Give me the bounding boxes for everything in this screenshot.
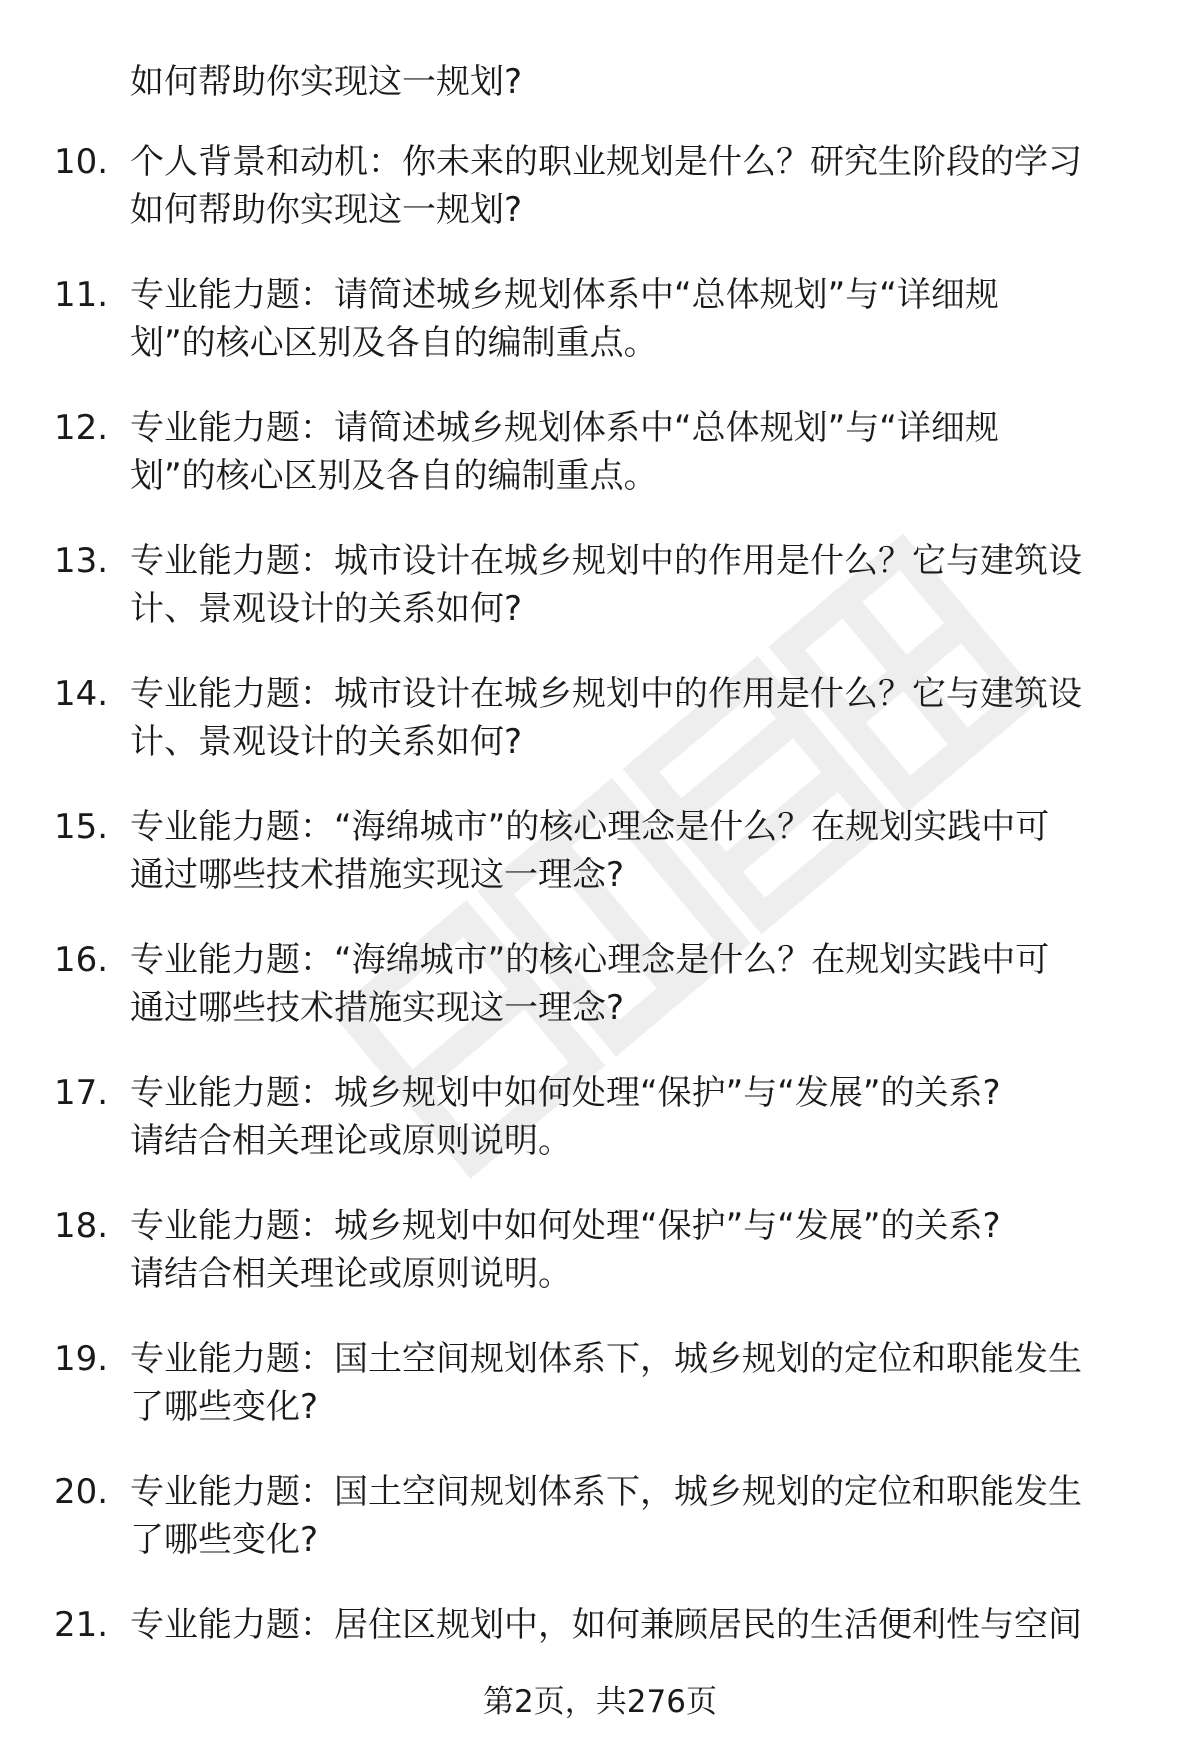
question-line: 专业能力题：城乡规划中如何处理“保护”与“发展”的关系? bbox=[130, 1206, 1001, 1246]
question-text bbox=[130, 404, 1140, 500]
question-number: 16. bbox=[54, 940, 109, 980]
question-text bbox=[130, 1601, 1140, 1649]
question-list bbox=[0, 138, 1200, 1734]
question-number: 18. bbox=[54, 1206, 109, 1246]
question-text bbox=[130, 271, 1140, 367]
question-text bbox=[130, 1468, 1140, 1564]
question-line: 专业能力题：城市设计在城乡规划中的作用是什么？它与建筑设 bbox=[130, 674, 1082, 714]
question-line: 专业能力题：请简述城乡规划体系中“总体规划”与“详细规 bbox=[130, 408, 999, 448]
question-text bbox=[130, 803, 1140, 899]
question-line: 专业能力题：“海绵城市”的核心理念是什么？在规划实践中可 bbox=[130, 807, 1050, 847]
question-item bbox=[0, 404, 1200, 537]
question-line: 请结合相关理论或原则说明。 bbox=[130, 1254, 572, 1294]
question-item bbox=[0, 271, 1200, 404]
question-line: 专业能力题：城市设计在城乡规划中的作用是什么？它与建筑设 bbox=[130, 541, 1082, 581]
question-item bbox=[0, 1468, 1200, 1601]
question-item bbox=[0, 138, 1200, 271]
question-number: 12. bbox=[54, 408, 109, 448]
question-text bbox=[130, 936, 1140, 1032]
question-line: 划”的核心区别及各自的编制重点。 bbox=[130, 456, 658, 496]
question-number: 15. bbox=[54, 807, 109, 847]
question-line: 计、景观设计的关系如何? bbox=[130, 589, 523, 629]
question-line: 专业能力题：居住区规划中，如何兼顾居民的生活便利性与空间 bbox=[130, 1605, 1082, 1645]
question-line: 划”的核心区别及各自的编制重点。 bbox=[130, 323, 658, 363]
question-line: 个人背景和动机：你未来的职业规划是什么？研究生阶段的学习 bbox=[130, 142, 1082, 182]
question-text bbox=[130, 138, 1140, 234]
question-item bbox=[0, 1335, 1200, 1468]
question-text bbox=[130, 537, 1140, 633]
question-number: 17. bbox=[54, 1073, 109, 1113]
question-text bbox=[130, 670, 1140, 766]
question-line: 了哪些变化? bbox=[130, 1520, 319, 1560]
question-line: 专业能力题：城乡规划中如何处理“保护”与“发展”的关系? bbox=[130, 1073, 1001, 1113]
question-item bbox=[0, 1202, 1200, 1335]
question-text bbox=[130, 1335, 1140, 1431]
question-text bbox=[130, 1202, 1140, 1298]
question-line: 请结合相关理论或原则说明。 bbox=[130, 1121, 572, 1161]
question-line: 了哪些变化? bbox=[130, 1387, 319, 1427]
question-line: 专业能力题：国土空间规划体系下，城乡规划的定位和职能发生 bbox=[130, 1472, 1082, 1512]
question-line: 通过哪些技术措施实现这一理念? bbox=[130, 855, 625, 895]
question-line: 专业能力题：国土空间规划体系下，城乡规划的定位和职能发生 bbox=[130, 1339, 1082, 1379]
question-line: 计、景观设计的关系如何? bbox=[130, 722, 523, 762]
question-item bbox=[0, 1069, 1200, 1202]
question-number: 13. bbox=[54, 541, 109, 581]
question-number: 10. bbox=[54, 142, 109, 182]
question-number: 11. bbox=[54, 275, 109, 315]
question-line: 如何帮助你实现这一规划? bbox=[130, 190, 523, 230]
question-item bbox=[0, 670, 1200, 803]
continuation-text: 如何帮助你实现这一规划? bbox=[130, 62, 523, 102]
question-line: 专业能力题：“海绵城市”的核心理念是什么？在规划实践中可 bbox=[130, 940, 1050, 980]
question-number: 19. bbox=[54, 1339, 109, 1379]
page-footer: 第2页，共276页 bbox=[483, 1684, 717, 1720]
question-number: 20. bbox=[54, 1472, 109, 1512]
question-number: 21. bbox=[54, 1605, 109, 1645]
question-item bbox=[0, 803, 1200, 936]
question-line: 专业能力题：请简述城乡规划体系中“总体规划”与“详细规 bbox=[130, 275, 999, 315]
question-line: 通过哪些技术措施实现这一理念? bbox=[130, 988, 625, 1028]
question-item bbox=[0, 936, 1200, 1069]
question-text bbox=[130, 1069, 1140, 1165]
question-number: 14. bbox=[54, 674, 109, 714]
question-item bbox=[0, 537, 1200, 670]
